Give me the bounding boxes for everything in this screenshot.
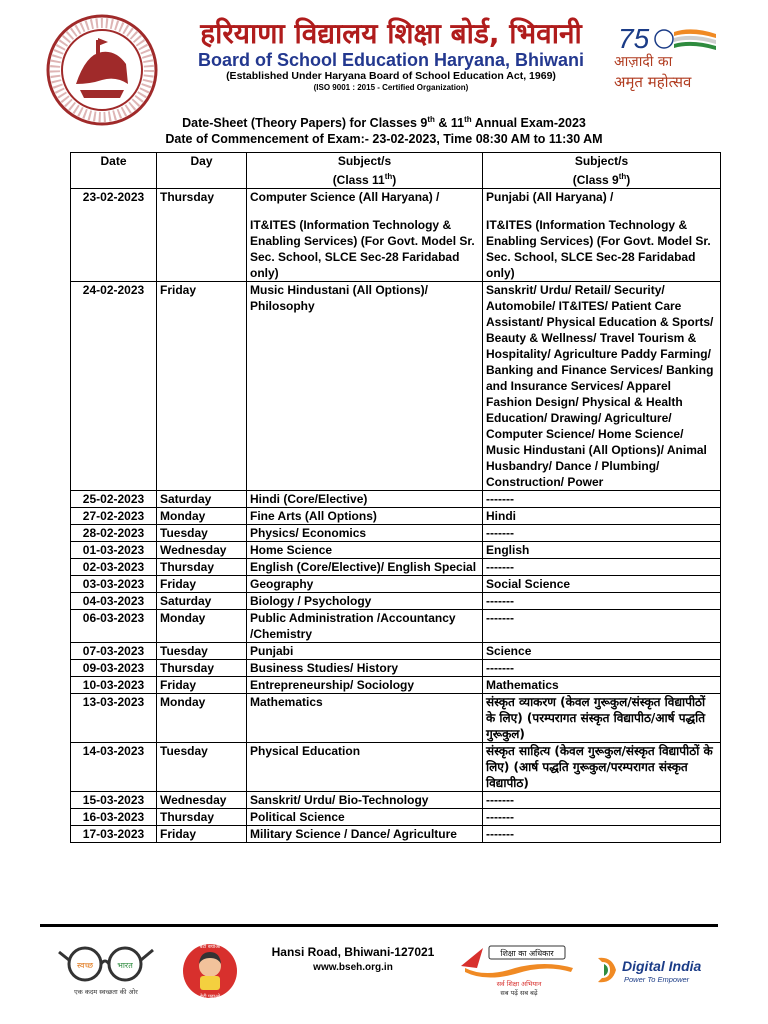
shiksha-ka-adhikar-text: शिक्षा का अधिकार [500, 949, 554, 958]
row-day: Monday [157, 508, 247, 525]
header-subjects-class11: Subject/s (Class 11th) [247, 153, 483, 189]
row-date: 24-02-2023 [71, 282, 157, 491]
beti-padhao-text: बेटी पढ़ाओ [199, 994, 221, 1000]
commencement-line: Date of Commencement of Exam:- 23-02-2023, Time 08:30 AM to 11:30 AM [165, 132, 603, 147]
header-subjects-class9: Subject/s (Class 9th) [483, 153, 721, 189]
table-row [71, 677, 721, 694]
row-class11-subjects: Computer Science (All Haryana) / IT&ITES (Information Technology & Enabling Services) (For Govt. Model Sr. Sec. School, SLCE Sec-28 Faridabad only) [247, 189, 483, 282]
table-row [71, 189, 721, 282]
row-day: Wednesday [157, 792, 247, 809]
datesheet-titles [0, 112, 768, 147]
digital-india-title: Digital India [622, 958, 702, 974]
datesheet-table [70, 152, 721, 843]
row-class9-subjects: Hindi [483, 508, 721, 525]
sarva-shiksha-text: सर्व शिक्षा अभियान [496, 980, 542, 988]
table-row [71, 809, 721, 826]
row-date: 28-02-2023 [71, 525, 157, 542]
row-day: Tuesday [157, 525, 247, 542]
row-date: 06-03-2023 [71, 610, 157, 643]
sab-padhen-text: सब पढ़ें सब बढ़ें [500, 989, 538, 997]
row-day: Saturday [157, 491, 247, 508]
letterhead [0, 0, 768, 110]
row-class9-subjects: Mathematics [483, 677, 721, 694]
row-date: 04-03-2023 [71, 593, 157, 610]
row-day: Friday [157, 677, 247, 694]
swachh-text: स्वच्छ [76, 961, 94, 970]
row-class11-subjects: Punjabi [247, 643, 483, 660]
row-class9-subjects: Punjabi (All Haryana) / IT&ITES (Information Technology & Enabling Services) (For Govt. Model Sr. Sec. School, SLCE Sec-28 Faridabad only) [483, 189, 721, 282]
row-class11-subjects: Biology / Psychology [247, 593, 483, 610]
table-row [71, 508, 721, 525]
row-date: 14-03-2023 [71, 743, 157, 792]
azadi-text-line1: आज़ादी का [614, 54, 673, 70]
iso-note: (ISO 9001 : 2015 - Certified Organization) [313, 83, 469, 92]
row-date: 15-03-2023 [71, 792, 157, 809]
row-class9-subjects: ------- [483, 559, 721, 576]
row-day: Tuesday [157, 643, 247, 660]
board-name-hindi: हरियाणा विद्यालय शिक्षा बोर्ड, भिवानी [200, 17, 582, 50]
row-day: Wednesday [157, 542, 247, 559]
row-class9-subjects: Science [483, 643, 721, 660]
table-row [71, 643, 721, 660]
bharat-text: भारत [117, 961, 133, 970]
row-class11-subjects: Physical Education [247, 743, 483, 792]
row-class9-subjects: ------- [483, 491, 721, 508]
row-class9-subjects: ------- [483, 826, 721, 843]
table-row [71, 826, 721, 843]
row-date: 07-03-2023 [71, 643, 157, 660]
row-day: Friday [157, 826, 247, 843]
row-class11-subjects: Home Science [247, 542, 483, 559]
sarva-shiksha-abhiyan-logo [455, 938, 580, 998]
row-date: 23-02-2023 [71, 189, 157, 282]
row-day: Friday [157, 282, 247, 491]
row-date: 13-03-2023 [71, 694, 157, 743]
beti-bachao-beti-padhao-logo [182, 938, 238, 1004]
board-website[interactable]: www.bseh.org.in [313, 962, 393, 973]
row-day: Friday [157, 576, 247, 593]
row-class11-subjects: Physics/ Economics [247, 525, 483, 542]
table-row [71, 559, 721, 576]
row-day: Thursday [157, 559, 247, 576]
row-day: Tuesday [157, 743, 247, 792]
row-class11-subjects: Music Hindustani (All Options)/ Philosophy [247, 282, 483, 491]
row-class11-subjects: Sanskrit/ Urdu/ Bio-Technology [247, 792, 483, 809]
row-class11-subjects: Geography [247, 576, 483, 593]
row-class9-subjects: English [483, 542, 721, 559]
row-class9-subjects: ------- [483, 610, 721, 643]
row-class11-subjects: Public Administration /Accountancy /Chemistry [247, 610, 483, 643]
row-day: Monday [157, 610, 247, 643]
row-class11-subjects: Business Studies/ History [247, 660, 483, 677]
table-header-row [71, 153, 721, 189]
row-date: 02-03-2023 [71, 559, 157, 576]
azadi-number: 75 [618, 23, 650, 54]
row-class9-subjects: ------- [483, 792, 721, 809]
row-class11-subjects: English (Core/Elective)/ English Special [247, 559, 483, 576]
row-class11-subjects: Hindi (Core/Elective) [247, 491, 483, 508]
table-row [71, 282, 721, 491]
row-date: 03-03-2023 [71, 576, 157, 593]
row-class9-subjects: ------- [483, 809, 721, 826]
digital-india-tagline: Power To Empower [624, 975, 690, 984]
board-seal-logo [46, 14, 158, 126]
swachh-tagline: एक कदम स्वच्छता की ओर [74, 988, 138, 996]
board-name-english: Board of School Education Haryana, Bhiwani [197, 50, 585, 70]
row-day: Thursday [157, 660, 247, 677]
footer-divider [40, 924, 718, 927]
row-date: 25-02-2023 [71, 491, 157, 508]
row-class9-subjects: ------- [483, 525, 721, 542]
established-note: (Established Under Haryana Board of School Education Act, 1969) [226, 70, 556, 82]
table-row [71, 576, 721, 593]
row-class9-subjects: Social Science [483, 576, 721, 593]
row-date: 27-02-2023 [71, 508, 157, 525]
table-row [71, 694, 721, 743]
row-class9-subjects: Sanskrit/ Urdu/ Retail/ Security/ Automobile/ IT&ITES/ Patient Care Assistant/ Physical Education & Sports/ Beauty & Wellness/ Travel Tourism & Hospitality/ Agriculture Paddy Farming/ Banking and Finance Services/ Banking and Insurance Services/ Apparel Fashion Design/ Physical & Health Education/ Drawing/ Agriculture/ Computer Science/ Home Science/ Music Hindustani (All Options)/ Animal Husbandry/ Dance / Plumbing/ Construction/ Power [483, 282, 721, 491]
row-class9-subjects: ------- [483, 660, 721, 677]
table-row [71, 660, 721, 677]
row-day: Thursday [157, 809, 247, 826]
header-date: Date [71, 153, 157, 189]
row-class11-subjects: Mathematics [247, 694, 483, 743]
table-row [71, 610, 721, 643]
row-class11-subjects: Fine Arts (All Options) [247, 508, 483, 525]
row-date: 16-03-2023 [71, 809, 157, 826]
table-row [71, 542, 721, 559]
table-row [71, 525, 721, 542]
row-class11-subjects: Entrepreneurship/ Sociology [247, 677, 483, 694]
table-row [71, 593, 721, 610]
table-row [71, 743, 721, 792]
azadi-text-line2: अमृत महोत्सव [614, 73, 692, 91]
table-row [71, 792, 721, 809]
row-date: 17-03-2023 [71, 826, 157, 843]
row-class9-subjects: ------- [483, 593, 721, 610]
row-class11-subjects: Political Science [247, 809, 483, 826]
swachh-bharat-logo [55, 938, 157, 998]
row-day: Saturday [157, 593, 247, 610]
table-row [71, 491, 721, 508]
row-class9-subjects: संस्कृत साहित्य (केवल गुरूकुल/संस्कृत विद्यापीठों के लिए) (आर्ष पद्धति गुरूकुल/परम्परागत संस्कृत विद्यापीठ) [483, 743, 721, 792]
row-date: 10-03-2023 [71, 677, 157, 694]
row-class11-subjects: Military Science / Dance/ Agriculture [247, 826, 483, 843]
row-day: Monday [157, 694, 247, 743]
row-date: 09-03-2023 [71, 660, 157, 677]
board-address: Hansi Road, Bhiwani-127021 [271, 945, 435, 959]
beti-bachao-text: बेटी बचाओ [199, 944, 221, 950]
row-date: 01-03-2023 [71, 542, 157, 559]
datesheet-title: Date-Sheet (Theory Papers) for Classes 9th & 11th Annual Exam-2023 [182, 115, 586, 131]
header-day: Day [157, 153, 247, 189]
row-day: Thursday [157, 189, 247, 282]
row-class9-subjects: संस्कृत व्याकरण (केवल गुरूकुल/संस्कृत विद्यापीठों के लिए) (परम्परागत संस्कृत विद्यापीठ/आर्ष पद्धति गुरूकुल) [483, 694, 721, 743]
